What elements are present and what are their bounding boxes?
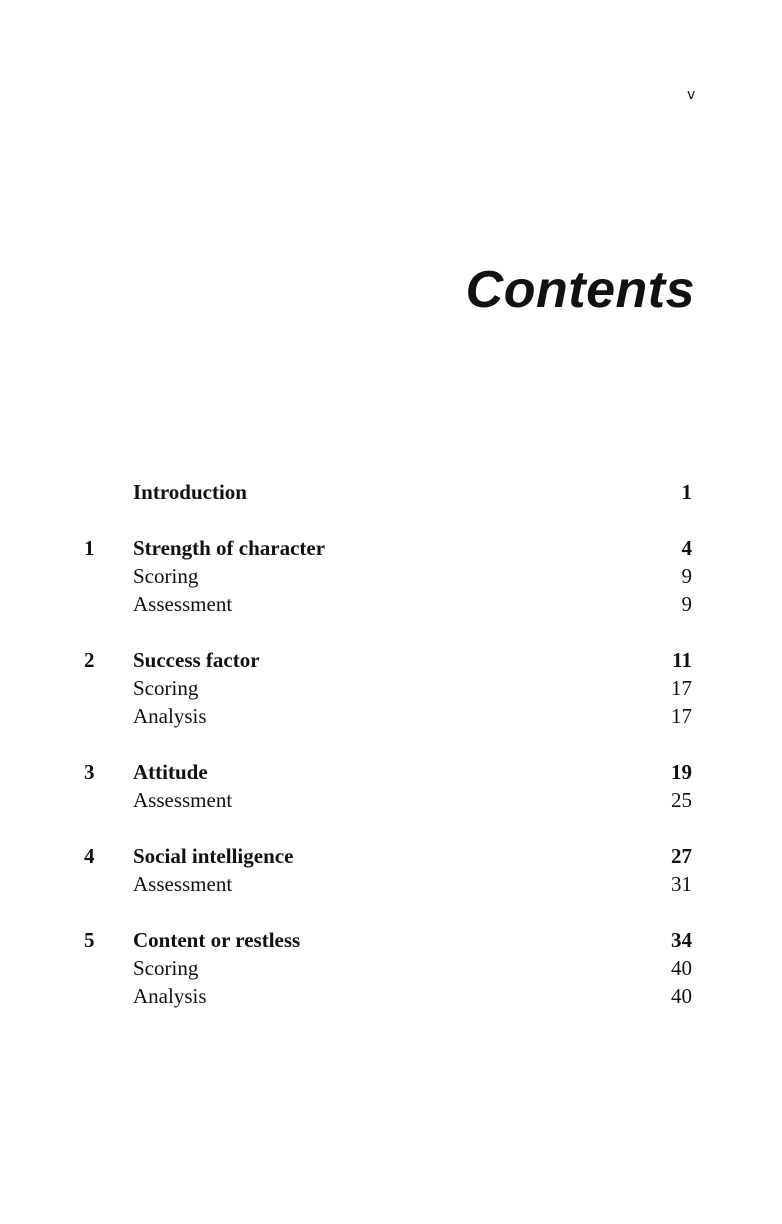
toc-subentry[interactable] <box>84 702 692 730</box>
page-ref: 19 <box>671 760 692 784</box>
chapter-title: Attitude <box>133 760 208 784</box>
page-ref: 9 <box>681 564 692 588</box>
chapter-number: 2 <box>84 648 95 672</box>
page-title: Contents <box>465 261 695 319</box>
toc-chapter-1 <box>84 534 692 618</box>
toc-subentry[interactable] <box>84 982 692 1010</box>
chapter-number: 5 <box>84 928 95 952</box>
page-ref: 40 <box>671 956 692 980</box>
page-ref: 17 <box>671 704 692 728</box>
toc-chapter-4 <box>84 842 692 898</box>
chapter-number: 3 <box>84 760 95 784</box>
toc-entry[interactable] <box>84 534 692 562</box>
chapter-number: 1 <box>84 536 95 560</box>
section-title: Scoring <box>133 956 199 980</box>
toc-subentry[interactable] <box>84 674 692 702</box>
page-ref: 27 <box>671 844 692 868</box>
page-ref: 40 <box>671 984 692 1008</box>
section-title: Scoring <box>133 564 199 588</box>
chapter-title: Content or restless <box>133 928 301 952</box>
page-ref: 17 <box>671 676 692 700</box>
section-title: Assessment <box>133 872 233 896</box>
page-ref: 11 <box>672 648 692 672</box>
section-title: Assessment <box>133 592 233 616</box>
section-title: Analysis <box>133 704 207 728</box>
page-ref: 4 <box>681 536 692 560</box>
toc-subentry[interactable] <box>84 562 692 590</box>
toc-chapter-3 <box>84 758 692 814</box>
page-ref: 34 <box>671 928 692 952</box>
chapter-title: Strength of character <box>133 536 326 560</box>
section-title: Assessment <box>133 788 233 812</box>
toc-subentry[interactable] <box>84 786 692 814</box>
table-of-contents <box>84 478 692 1038</box>
toc-entry[interactable] <box>84 646 692 674</box>
page-folio: v <box>687 87 696 103</box>
toc-chapter-5 <box>84 926 692 1010</box>
toc-subentry[interactable] <box>84 870 692 898</box>
chapter-title: Success factor <box>133 648 260 672</box>
section-title: Analysis <box>133 984 207 1008</box>
toc-entry[interactable] <box>84 842 692 870</box>
chapter-number: 4 <box>84 844 95 868</box>
page-ref: 25 <box>671 788 692 812</box>
chapter-title: Introduction <box>133 480 247 504</box>
chapter-title: Social intelligence <box>133 844 294 868</box>
page-ref: 9 <box>681 592 692 616</box>
toc-entry[interactable] <box>84 478 692 506</box>
page-ref: 1 <box>681 480 692 504</box>
page-ref: 31 <box>671 872 692 896</box>
toc-chapter-introduction <box>84 478 692 506</box>
toc-chapter-2 <box>84 646 692 730</box>
section-title: Scoring <box>133 676 199 700</box>
toc-subentry[interactable] <box>84 954 692 982</box>
toc-entry[interactable] <box>84 926 692 954</box>
toc-entry[interactable] <box>84 758 692 786</box>
toc-subentry[interactable] <box>84 590 692 618</box>
